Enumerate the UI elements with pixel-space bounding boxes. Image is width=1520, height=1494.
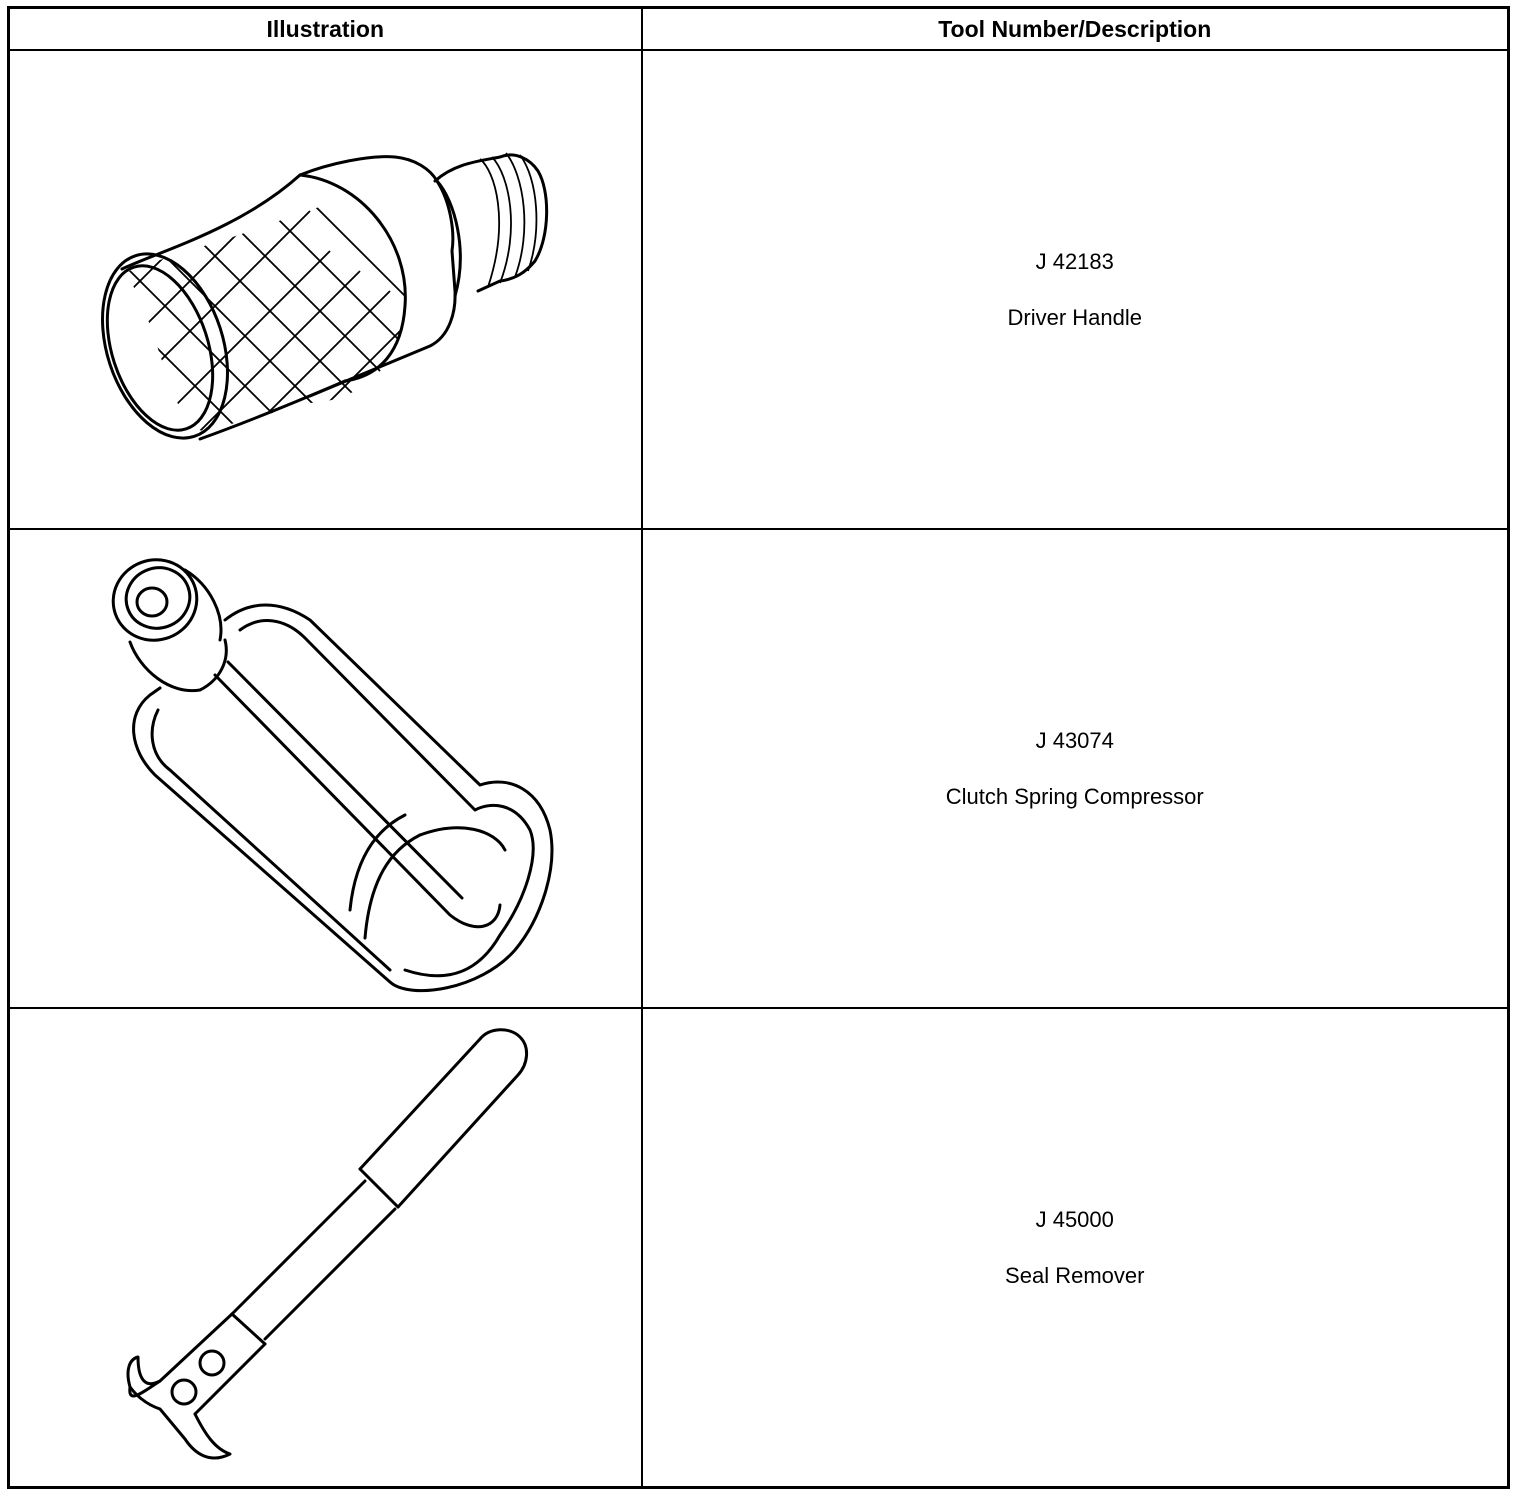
- tool-table: [7, 6, 1510, 1489]
- driver-handle-illustration: [10, 51, 643, 528]
- table-row: [9, 50, 1509, 529]
- seal-remover-illustration: [10, 1009, 643, 1486]
- header-row: [9, 8, 1509, 51]
- header-tool-description: Tool Number/Description: [642, 8, 1509, 51]
- clutch-spring-compressor-illustration: [10, 530, 643, 1007]
- table-row: [9, 529, 1509, 1008]
- tool-name: Seal Remover: [1005, 1262, 1145, 1288]
- tool-description-cell: [642, 529, 1509, 1008]
- tool-description-cell: [642, 1008, 1509, 1488]
- tool-number: J 45000: [1035, 1206, 1114, 1232]
- illustration-cell: [9, 1008, 642, 1488]
- illustration-cell: [9, 50, 642, 529]
- tool-description-cell: [642, 50, 1509, 529]
- header-illustration: Illustration: [9, 8, 642, 51]
- table-row: [9, 1008, 1509, 1488]
- tool-name: Driver Handle: [1007, 304, 1142, 330]
- tool-number: J 42183: [1035, 248, 1114, 274]
- illustration-cell: [9, 529, 642, 1008]
- tool-name: Clutch Spring Compressor: [945, 783, 1204, 809]
- tool-number: J 43074: [1035, 727, 1114, 753]
